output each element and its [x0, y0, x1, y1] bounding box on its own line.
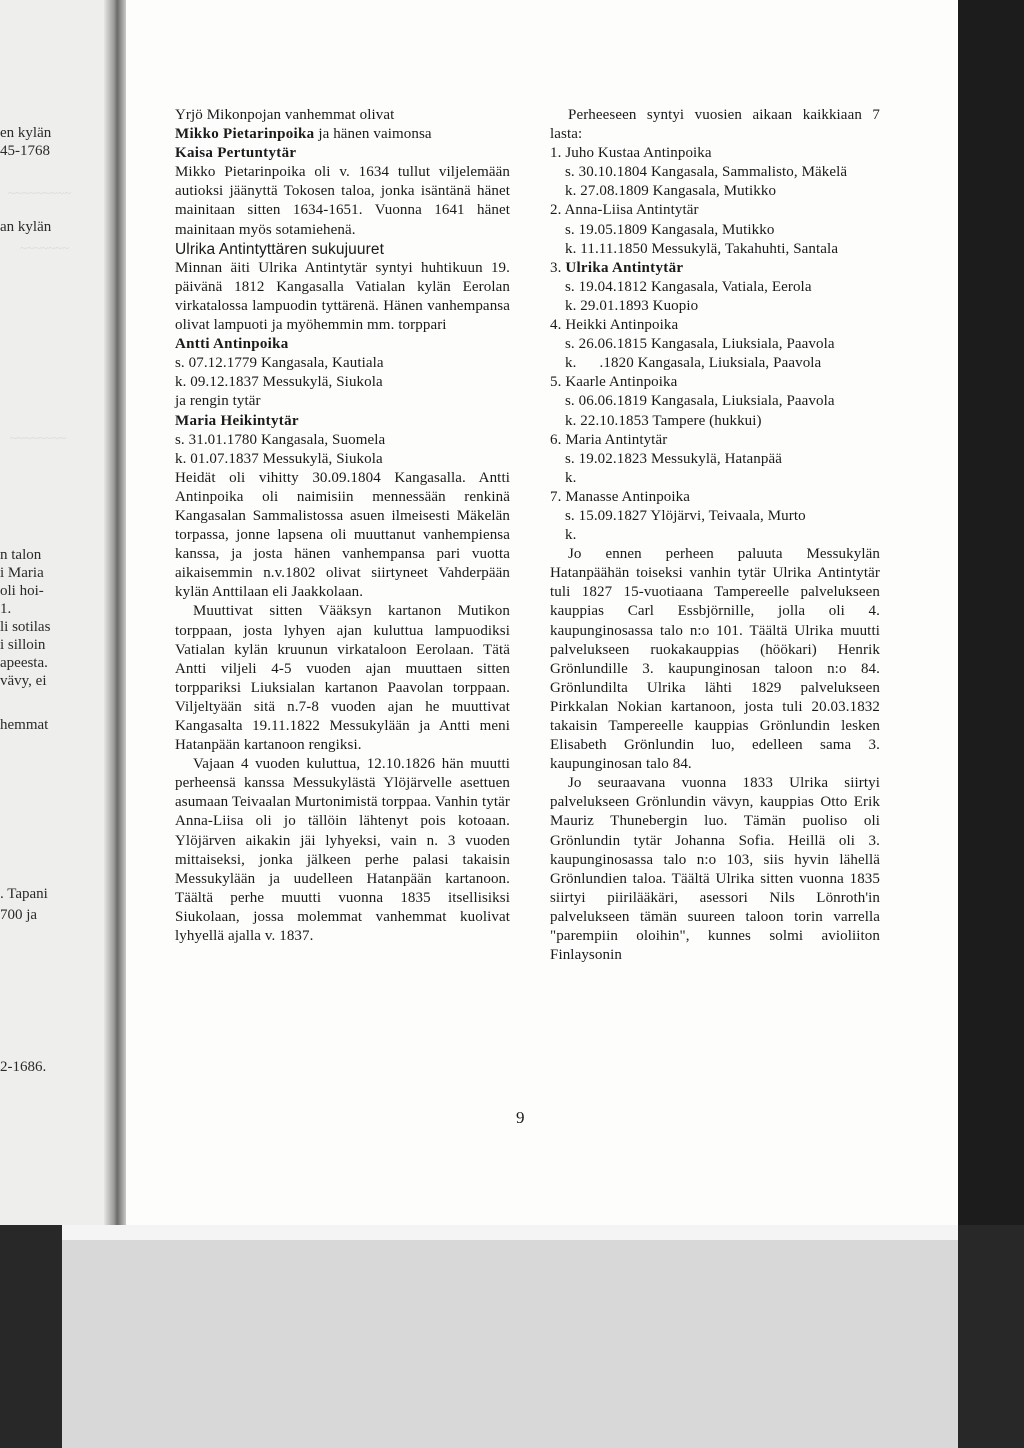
page-number: 9	[516, 1108, 525, 1127]
child-number: 1.	[550, 145, 562, 162]
child-number: 5.	[550, 374, 562, 391]
child-item	[550, 431, 880, 488]
child-item	[550, 201, 880, 258]
previous-page-edge	[0, 0, 120, 1225]
child-born: s. 15.09.1827 Ylöjärvi, Teivaala, Murto	[565, 507, 806, 524]
maria-name: Maria Heikintytär	[175, 412, 299, 429]
prev-page-line: 45-1768	[0, 143, 50, 159]
child-born: s. 26.06.1815 Kangasala, Liuksiala, Paavola	[565, 336, 835, 353]
prev-page-line: i Maria	[0, 565, 44, 581]
prev-page-line: . Tapani	[0, 886, 48, 902]
prev-page-line: hemmat	[0, 717, 49, 733]
prev-page-line: li sotilas	[0, 619, 51, 635]
bleed-through-text: ~~~~~~~~~	[8, 185, 72, 200]
child-name: Juho Kustaa Antinpoika	[565, 145, 712, 162]
maria-died: k. 01.07.1837 Messukylä, Siukola	[175, 450, 383, 467]
paragraph-ulrika-service: Jo ennen perheen paluuta Messukylän Hatanpäähän toiseksi vanhin tytär Ulrika Antintytär tuli 1827 15-vuotiaana Tampereelle palvelukseen kauppias Carl Essbjörnille, jolla oli 4. kaupunginosassa talo n:o 101. Täältä Ulrika muutti palvelukseen ruokakauppias (höökari) Henrik Grönlundille 3. kaupunginosan taloon n:o 84. Grönlundilta Ulrika lähti 1829 palvelukseen Pirkkalan Nokian kartanoon, josta tuli 20.03.1832 takaisin Tampereelle kauppias Grönlundin lesken Elisabeth Grönlundin luo, edelleen sama 3. kaupunginosan talo 84.	[550, 546, 880, 773]
child-died: k.	[565, 527, 577, 544]
child-born: s. 19.05.1809 Kangasala, Mutikko	[565, 221, 775, 238]
book-gutter	[104, 0, 126, 1225]
child-name: Heikki Antinpoika	[565, 317, 679, 334]
child-item	[550, 316, 880, 373]
parents-line	[175, 125, 510, 144]
scanner-bed	[62, 1240, 958, 1448]
children-list	[550, 144, 880, 545]
prev-page-line: vävy, ei	[0, 673, 47, 689]
child-died: k. 11.11.1850 Messukylä, Takahuhti, Santala	[565, 240, 839, 257]
antti-born: s. 07.12.1779 Kangasala, Kautiala	[175, 355, 384, 372]
prev-page-line: en kylän	[0, 125, 52, 141]
prev-page-line: oli hoi-	[0, 583, 44, 599]
child-died: k.	[565, 469, 577, 486]
page-bottom-edge	[62, 1225, 958, 1240]
bleed-through-text: ~~~~~~~	[20, 240, 70, 255]
prev-page-line: 2-1686.	[0, 1059, 47, 1075]
child-name: Maria Antintytär	[565, 431, 668, 448]
child-item	[550, 488, 880, 545]
prev-page-line: n talon	[0, 547, 42, 563]
prev-page-line: an kylän	[0, 219, 52, 235]
children-intro: Perheeseen syntyi vuosien aikaan kaikkiaan 7 lasta:	[550, 107, 880, 143]
prev-page-line: apeesta.	[0, 655, 48, 671]
mother-name: Kaisa Pertuntytär	[175, 145, 297, 162]
paragraph-thuneberg: Jo seuraavana vuonna 1833 Ulrika siirtyi palvelukseen Grönlundin vävyn, kauppias Otto Erik Mauriz Thunebergin luo. Tämän puoliso oli Grönlundin tytär Johanna Sofia. Heillä oli 3. kaupunginosassa talo n:o 103, siis hyvin lähellä Grönlundien taloa. Täältä Ulrika sitten vuonna 1835 siirtyi piirilääkäri, asessori Nils Lönroth'in palvelukseen tämän suureen taloon torin varrella "parempiin oloihin", kunnes solmi avioliiton Finlaysonin	[550, 775, 880, 964]
child-number: 4.	[550, 317, 562, 334]
child-name: Manasse Antinpoika	[565, 488, 691, 505]
paragraph-marriage: Heidät oli vihitty 30.09.1804 Kangasalla. Antti Antinpoika oli naimisiin mennessään renkinä Kangasalan Sammalistossa asuen ilmeisesti Mäkelän torpassa, jonne lapsena oli muuttanut vanhempiensa kanssa, ja josta hänen vanhempansa pari vuotta aikaisemmin n.v.1802 olivat siirtyneet Vahderpään kylän Anttilaan eli Jaakkolaan.	[175, 469, 510, 601]
antti-name: Antti Antinpoika	[175, 336, 289, 353]
child-died: k. 27.08.1809 Kangasala, Mutikko	[565, 183, 777, 200]
bleed-through-text: ~~~~~~~~	[10, 430, 67, 445]
child-number: 7.	[550, 488, 562, 505]
child-number: 3.	[550, 259, 562, 276]
prev-page-line: 700 ja	[0, 907, 38, 923]
maria-born: s. 31.01.1780 Kangasala, Suomela	[175, 431, 386, 448]
child-born: s. 19.04.1812 Kangasala, Vatiala, Eerola	[565, 278, 812, 295]
section-heading: Ulrika Antintyttären sukujuuret	[175, 240, 385, 258]
child-born: s. 06.06.1819 Kangasala, Liuksiala, Paavola	[565, 393, 835, 410]
child-number: 6.	[550, 431, 562, 448]
child-born: s. 19.02.1823 Messukylä, Hatanpää	[565, 450, 783, 467]
prev-page-line: i silloin	[0, 637, 46, 653]
left-column	[175, 106, 510, 946]
child-died: k. 22.10.1853 Tampere (hukkui)	[565, 412, 762, 429]
prev-page-line: 1.	[0, 601, 12, 617]
child-born: s. 30.10.1804 Kangasala, Sammalisto, Mäkelä	[565, 164, 848, 181]
child-item	[550, 373, 880, 430]
child-died: k. 29.01.1893 Kuopio	[565, 297, 699, 314]
father-suffix: ja hänen vaimonsa	[314, 126, 432, 143]
child-name: Anna-Liisa Antintytär	[564, 202, 699, 219]
right-column	[550, 106, 880, 965]
child-name: Ulrika Antintytär	[565, 259, 684, 276]
paragraph-minna-mother: Minnan äiti Ulrika Antintytär syntyi huhtikuun 19. päivänä 1812 Kangasalla Vatialan kylän Eerolan virkatalossa lampuodin tyttärenä. Hänen vanhempansa olivat lampuoti ja myöhemmin mm. torppari	[175, 259, 510, 334]
child-item	[550, 144, 880, 201]
child-died: k. .1820 Kangasala, Liuksiala, Paavola	[565, 355, 822, 372]
paragraph-ylojarvi: Vajaan 4 vuoden kuluttua, 12.10.1826 hän muutti perheensä kanssa Messukylästä Ylöjärvelle asettuen asumaan Teivaalan Murtonimistä torppaa. Vanhin tytär Anna-Liisa oli jo tällöin lähtenyt pois kotoaan. Ylöjärven aikakin jäi lyhyeksi, vain n. 3 vuoden mittaiseksi, jonka jälkeen perhe palasi takaisin Messukylään ja uudelleen Hatanpään kartanoon. Täältä perhe muutti vuonna 1835 itsellisiksi Siukolaan, jossa molemmat vanhemmat kuolivat lyhyellä ajalla v. 1837.	[175, 756, 510, 945]
antti-died: k. 09.12.1837 Messukylä, Siukola	[175, 374, 383, 391]
rengin-tytar: ja rengin tytär	[175, 393, 261, 410]
child-number: 2.	[550, 202, 562, 219]
child-name: Kaarle Antinpoika	[565, 374, 678, 391]
paragraph-mikko: Mikko Pietarinpoika oli v. 1634 tullut viljelemään autioksi jäänyttä Tokosen taloa, jonka isäntänä hänet mainitaan sitten 1634-1651. Vuonna 1641 hänet mainitaan myös sotamiehenä.	[175, 164, 510, 238]
intro-line: Yrjö Mikonpojan vanhemmat olivat	[175, 107, 395, 123]
paragraph-moves: Muuttivat sitten Vääksyn kartanon Mutikon torppaan, josta lyhyen ajan kuluttua lampuodiksi Vatialan kylän kruunun virkataloon Eerolaan. Tätä Antti viljeli 4-5 vuoden ajan muuttaen sitten torppariksi Liuksialan kartanon Paavolan torppaan. Viljeltyään sitä n.7-8 vuoden ajan he muuttivat Kangasalta 19.11.1822 Messukylään ja Antti meni Hatanpään kartanoon rengiksi.	[175, 603, 510, 754]
child-item	[550, 259, 880, 316]
father-name: Mikko Pietarinpoika	[175, 126, 315, 143]
